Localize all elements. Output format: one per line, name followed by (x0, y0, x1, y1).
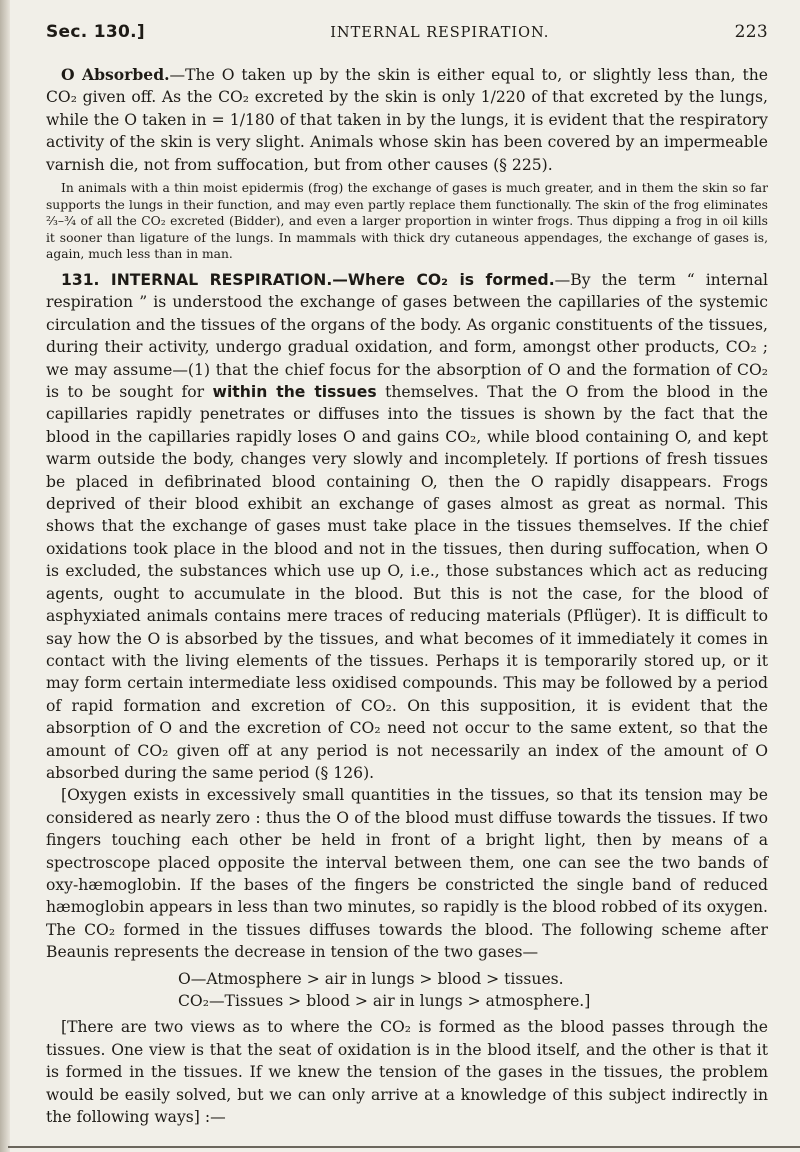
paragraph-text: —The O taken up by the skin is either equal to, or slightly less than, the CO₂ given off. As the CO₂ excreted by the skin is only 1/220 of that excreted by the lungs, while the O taken in = 1/180 of that taken in by the lungs, it is evident that the respiratory activity of the skin is very slight. Animals whose skin has been covered by an impermeable varnish die, not from suffocation, but from other causes (§ 225). (46, 66, 768, 174)
running-title: INTERNAL RESPIRATION. (330, 25, 550, 41)
paragraph-internal-respiration (46, 269, 768, 784)
paragraph-text: —By the term “ internal respiration ” is understood the exchange of gases between the capillaries of the systemic circulation and the tissues of the organs of the body. As organic constituents of the tissues, during their activity, undergo gradual oxidation, and form, amongst other products, CO₂ ; we may assume—(1) that the chief focus for the absorption of O and the formation of CO₂ is to be sought for (46, 271, 769, 402)
small-print-note: In animals with a thin moist epidermis (frog) the exchange of gases is much greater, and in them the skin so far supports the lungs in their function, and may even partly replace them functionally. The skin of the frog eliminates ⅔–¾ of all the CO₂ excreted (Bidder), and even a larger proportion in winter frogs. Thus dipping a frog in oil kills it sooner than ligature of the lungs. In mammals with thick dry cutaneous appendages, the exchange of gases is, again, much less than in man. (46, 181, 768, 262)
running-header (46, 22, 768, 42)
section-reference: Sec. 130.] (46, 22, 145, 42)
emphasis-text: within the tissues (212, 383, 377, 402)
section-subheading: —Where CO₂ is formed. (332, 271, 555, 289)
section-heading: 131. INTERNAL RESPIRATION. (61, 271, 333, 289)
tension-scheme-o2: O—Atmosphere > air in lungs > blood > tissues. (178, 969, 564, 988)
paragraph-text: themselves. That the O from the blood in the capillaries rapidly penetrates or diffuses into the tissues is shown by the fact that the blood in the capillaries rapidly loses O and gains CO₂, while blood containing O, and kept warm outside the body, changes very slowly and incompletely. If portions of fresh tissues be placed in defibrinated blood containing O, then the O rapidly disappears. Frogs deprived of their blood exhibit an exchange of gases almost as great as normal. This shows that the exchange of gases must take place in the tissues themselves. If the chief oxidations took place in the blood and not in the tissues, then during suffocation, when O is excluded, the substances which use up O, i.e., those substances which act as reducing agents, ought to accumulate in the blood. But this is not the case, for the blood of asphyxiated animals contains mere traces of reducing materials (Pflüger). It is difficult to say how the O is absorbed by the tissues, and what becomes of it immediately it comes in contact with the living elements of the tissues. Perhaps it is temporarily stored up, or it may form certain intermediate less oxidised compounds. This may be followed by a period of rapid formation and excretion of CO₂. On this supposition, it is evident that the absorption of O and the excretion of CO₂ need not occur to the same extent, so that the amount of CO₂ given off at any period is not necessarily an index of the amount of O absorbed during the same period (§ 126). (46, 383, 768, 782)
paragraph-oxygen-tension: [Oxygen exists in excessively small quantities in the tissues, so that its tension may be considered as nearly zero : thus the O of the blood must diffuse towards the tissues. If two fingers touching each other be held in front of a bright light, then by means of a spectroscope placed opposite the interval between them, one can see the two bands of oxy-hæmoglobin. If the bases of the fingers be constricted the single band of reduced hæmoglobin appears in less than two minutes, so rapidly is the blood robbed of its oxygen. The CO₂ formed in the tissues diffuses towards the blood. The following scheme after Beaunis represents the decrease in tension of the two gases— (46, 786, 768, 962)
paragraph-two-views: [There are two views as to where the CO₂ is formed as the blood passes through the tissues. One view is that the seat of oxidation is in the blood itself, and the other is that it is formed in the tissues. If we knew the tension of the gases in the tissues, the problem would be easily solved, but we can only arrive at a knowledge of this subject indirectly in the following ways] :— (46, 1018, 768, 1127)
tension-scheme-co2: CO₂—Tissues > blood > air in lungs > atmosphere.] (178, 992, 591, 1010)
book-page (46, 22, 768, 1128)
paragraph-o-absorbed (46, 64, 768, 176)
paragraph-heading: O Absorbed. (61, 65, 170, 84)
bottom-edge-line (8, 1146, 800, 1148)
page-edge-shadow (0, 0, 10, 1152)
page-number: 223 (734, 22, 768, 42)
